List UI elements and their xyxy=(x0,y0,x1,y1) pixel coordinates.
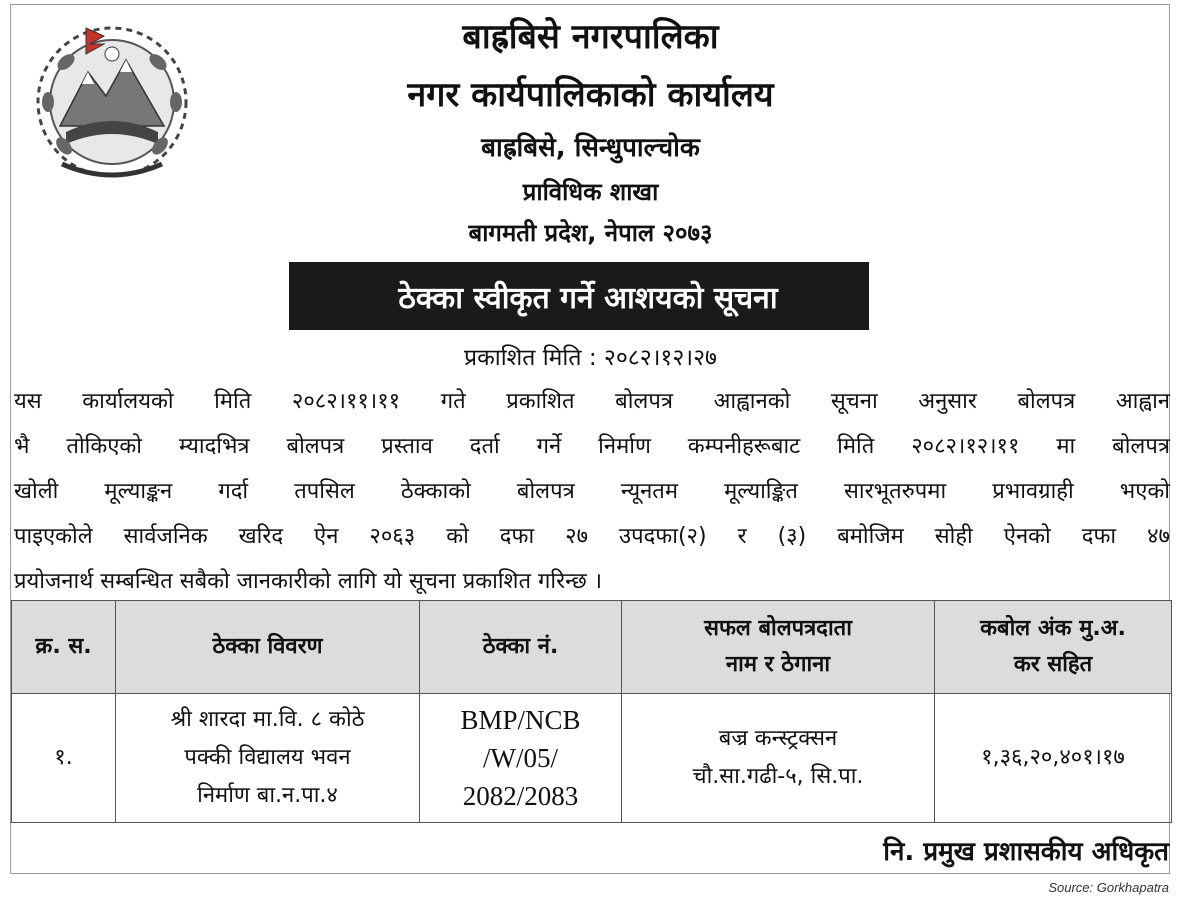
municipality-name: बाह्रबिसे नगरपालिका xyxy=(462,17,719,57)
body-line: पाइएकोले सार्वजनिक खरिद ऐन २०६३ को दफा २७ उपदफा(२) र (३) बमोजिम सोही ऐनको दफा ४७ xyxy=(14,524,1170,549)
table-row xyxy=(12,694,1172,823)
body-line: यस कार्यालयको मिति २०८२।११।११ गते प्रकाशित बोलपत्र आह्वानको सूचना अनुसार बोलपत्र आह्वान xyxy=(14,389,1170,414)
cell-amount: १,३६,२०,४०१।१७ xyxy=(935,694,1172,823)
body-line: प्रयोजनार्थ सम्बन्धित सबैको जानकारीको लागि यो सूचना प्रकाशित गरिन्छ । xyxy=(14,569,603,594)
notice-title-banner xyxy=(289,262,869,330)
table-header-row xyxy=(12,601,1172,694)
cell-sn: १. xyxy=(12,694,116,823)
body-line: भै तोकिएको म्यादभित्र बोलपत्र प्रस्ताव दर्ता गर्ने निर्माण कम्पनीहरूबाट मिति २०८२।१२।११ मा बोलपत्र xyxy=(14,434,1170,459)
province-country: बागमती प्रदेश, नेपाल २०७३ xyxy=(468,219,713,247)
office-name: नगर कार्यपालिकाको कार्यालय xyxy=(407,75,774,115)
department-name: प्राविधिक शाखा xyxy=(522,178,659,206)
published-date: प्रकाशित मिति : २०८२।१२।२७ xyxy=(464,345,717,371)
header-bidder: सफल बोलपत्रदाता नाम र ठेगाना xyxy=(622,601,935,694)
header-amount: कबोल अंक मु.अ. कर सहित xyxy=(935,601,1172,694)
body-line: खोली मूल्याङ्कन गर्दा तपसिल ठेक्काको बोलपत्र न्यूनतम मूल्याङ्कित सारभूतरुपमा प्रभावग्राही भएको xyxy=(14,479,1170,504)
header-contract-no: ठेक्का नं. xyxy=(420,601,622,694)
tender-table xyxy=(11,600,1172,823)
cell-description: श्री शारदा मा.वि. ८ कोठे पक्की विद्यालय भवन निर्माण बा.न.पा.४ xyxy=(116,694,420,823)
cell-bidder: बज्र कन्स्ट्रक्सन चौ.सा.गढी-५, सि.पा. xyxy=(622,694,935,823)
notice-title: ठेक्का स्वीकृत गर्ने आशयको सूचना xyxy=(398,280,778,316)
header-sn: क्र. स. xyxy=(12,601,116,694)
header-description: ठेक्का विवरण xyxy=(116,601,420,694)
notice-body xyxy=(14,379,1170,604)
cell-contract-no: BMP/NCB /W/05/ 2082/2083 xyxy=(420,694,622,823)
signatory-title: नि. प्रमुख प्रशासकीय अधिकृत xyxy=(883,837,1169,867)
source-credit: Source: Gorkhapatra xyxy=(1048,880,1169,895)
office-address: बाह्रबिसे, सिन्धुपाल्चोक xyxy=(481,133,700,163)
